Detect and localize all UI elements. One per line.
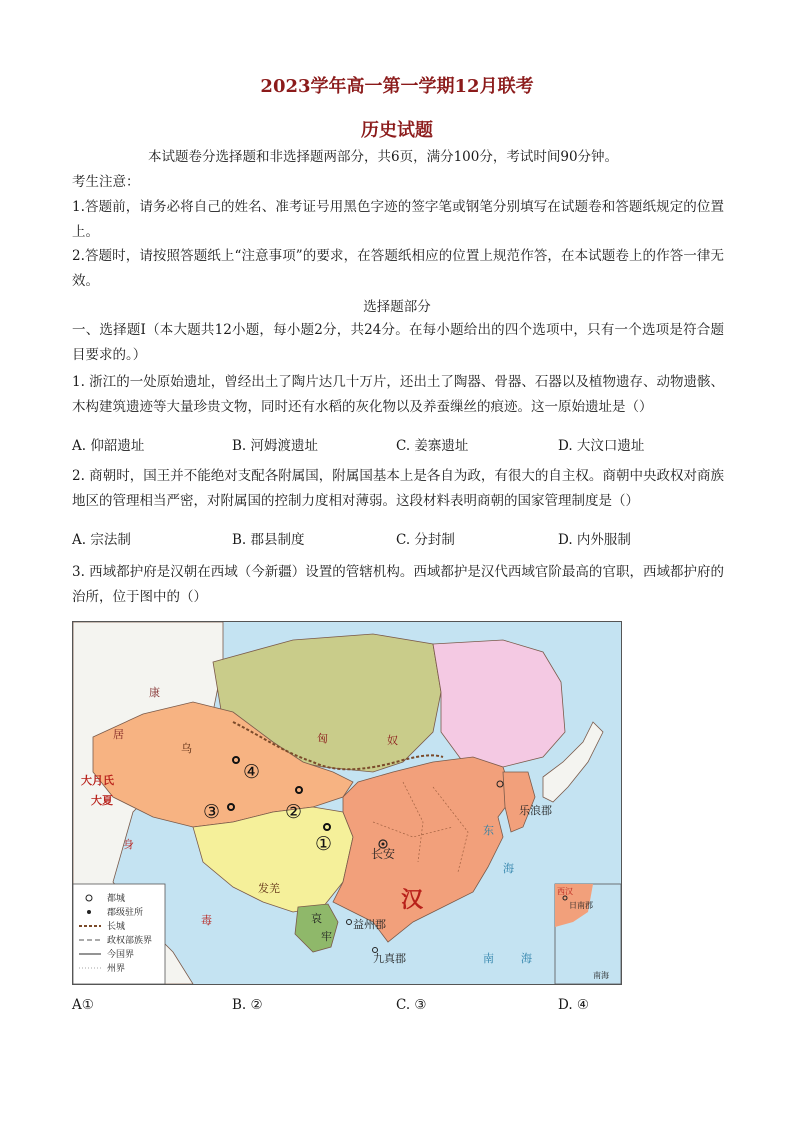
map-inset <box>555 884 621 984</box>
question-2-options <box>72 528 724 550</box>
legend-county-icon <box>87 910 91 914</box>
changan-marker-dot <box>382 843 385 846</box>
legend-capital: 都城 <box>107 894 126 904</box>
option-d[interactable]: D. 内外服制 <box>558 532 631 548</box>
label-daxia: 大夏 <box>91 794 113 807</box>
inset-corner-label: 西汉 <box>557 887 573 896</box>
label-du: 毒 <box>201 914 212 927</box>
legend-modern: 今国界 <box>107 950 135 960</box>
legend-province: 州界 <box>107 964 126 974</box>
korea-peninsula <box>503 772 535 832</box>
label-lelang: 乐浪郡 <box>519 804 552 817</box>
option-d[interactable]: D. ④ <box>558 997 590 1013</box>
question-1-stem: 1. 浙江的一处原始遗址，曾经出土了陶片达几十万片，还出土了陶器、骨器、石器以及植物遗存、动物遗骸、木构建筑遗迹等大量珍贵文物，同时还有水稻的灰化物以及养蚕缫丝的痕迹。这一原始遗址是（） <box>72 374 724 415</box>
label-yizhou: 益州郡 <box>353 918 386 931</box>
option-c[interactable]: C. 分封制 <box>396 532 455 548</box>
marker-3: ③ <box>203 801 221 823</box>
label-xiongnu-1: 匈 <box>317 732 328 745</box>
label-ailao-2: 牢 <box>321 930 332 943</box>
label-sea-nan: 南 <box>483 952 494 965</box>
question-1-options <box>72 434 724 456</box>
inset-nanhai-label: 南海 <box>593 971 609 980</box>
section-instruction: 一、选择题Ⅰ（本大题共12小题，每小题2分，共24分。在每小题给出的四个选项中，只有一个选项是符合题目要求的。） <box>72 322 724 363</box>
label-faqiang: 发羌 <box>258 882 280 895</box>
option-a[interactable]: A. 宗法制 <box>72 532 131 548</box>
label-kangju2: 居 <box>113 728 124 741</box>
option-d[interactable]: D. 大汶口遗址 <box>558 438 645 454</box>
option-b[interactable]: B. 郡县制度 <box>232 532 305 548</box>
inset-rinan-label: 日南郡 <box>569 901 593 910</box>
intro-text: 本试题卷分选择题和非选择题两部分，共6页，满分100分，考试时间90分钟。 <box>148 149 619 165</box>
label-kangju: 康 <box>149 686 160 699</box>
option-c[interactable]: C. 姜寨遗址 <box>396 438 469 454</box>
option-b[interactable]: B. ② <box>232 997 263 1013</box>
option-c[interactable]: C. ③ <box>396 997 427 1013</box>
legend-border: 政权部族界 <box>107 936 153 946</box>
label-shendu: 身 <box>123 838 134 851</box>
legend-county: 郡级驻所 <box>107 908 144 918</box>
note-item-1: 1.答题前，请务必将自己的姓名、准考证号用黑色字迹的签字笔或钢笔分别填写在试题卷和答题纸规定的位置上。 <box>72 199 724 240</box>
label-sea-hai-2: 海 <box>521 952 532 965</box>
yizhou-marker <box>347 920 352 925</box>
notes-heading: 考生注意： <box>72 174 140 190</box>
map-legend <box>73 884 165 984</box>
label-changan: 长安 <box>371 847 396 861</box>
marker-4: ④ <box>243 761 261 783</box>
legend-wall: 长城 <box>107 922 126 932</box>
question-2-stem: 2. 商朝时，国王并不能绝对支配各附属国，附属国基本上是各自为政，有很大的自主权。商朝中央政权对商族地区的管理相当严密，对附属国的控制力度相对薄弱。这段材料表明商朝的国家管理制度是（） <box>72 468 724 509</box>
marker-2: ② <box>285 801 303 823</box>
option-b[interactable]: B. 河姆渡遗址 <box>232 438 319 454</box>
label-xiongnu-2: 奴 <box>387 734 398 747</box>
marker-1: ① <box>315 833 333 855</box>
label-han: 汉 <box>401 887 424 913</box>
exam-subtitle: 历史试题 <box>361 120 433 141</box>
label-jiuzhen: 九真郡 <box>373 952 406 965</box>
label-sea-dong: 东 <box>483 824 494 837</box>
han-region <box>333 757 513 942</box>
exam-title: 2023学年高一第一学期12月联考 <box>260 76 534 97</box>
note-item-2: 2.答题时，请按照答题纸上“注意事项”的要求，在答题纸相应的位置上规范作答，在本试题卷上的作答一律无效。 <box>72 248 724 289</box>
option-a[interactable]: A. 仰韶遗址 <box>72 438 145 454</box>
question-3-options <box>72 997 724 1019</box>
option-a[interactable]: A① <box>72 997 94 1013</box>
han-dynasty-map <box>72 621 622 985</box>
northeast-region <box>433 640 565 767</box>
label-wusun: 乌 <box>181 742 192 755</box>
label-sea-hai: 海 <box>503 862 514 875</box>
label-dayuezhi: 大月氏 <box>81 774 114 787</box>
question-3-stem: 3. 西域都护府是汉朝在西域（今新疆）设置的管辖机构。西域都护是汉代西域官阶最高的官职，西域都护府的治所，位于图中的（） <box>72 564 724 605</box>
label-ailao-1: 哀 <box>311 912 322 925</box>
section-heading: 选择题部分 <box>363 299 431 315</box>
